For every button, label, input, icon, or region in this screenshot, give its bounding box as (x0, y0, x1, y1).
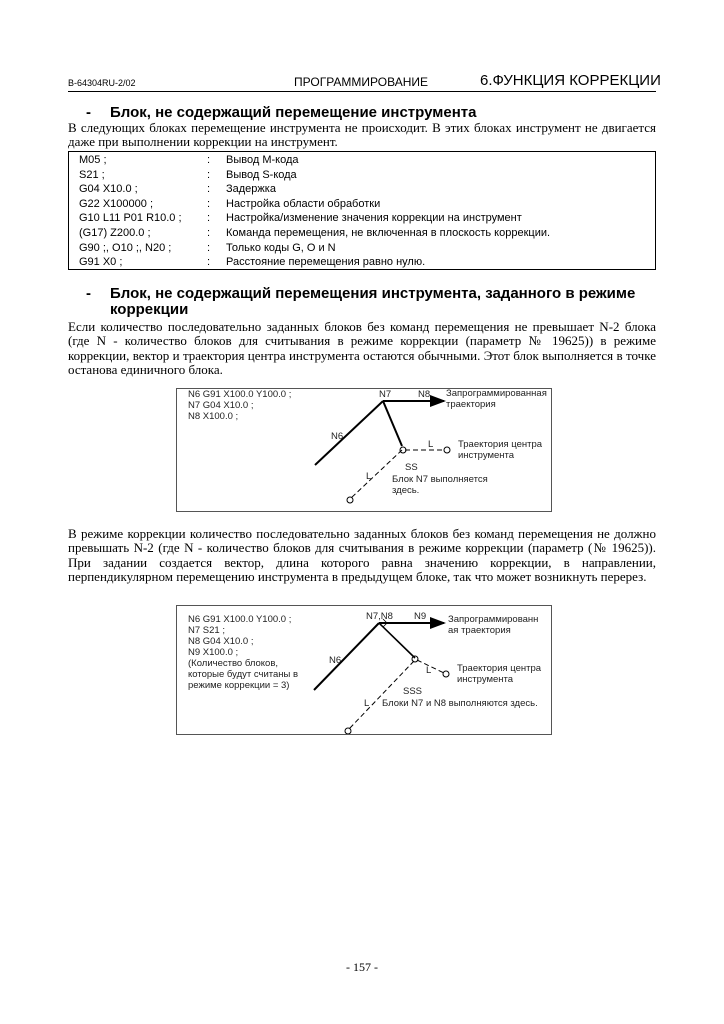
point-marker (444, 447, 450, 453)
figure-2 (176, 605, 552, 735)
description-cell: Только коды G, O и N (226, 241, 336, 254)
code-cell: (G17) Z200.0 ; (79, 227, 151, 239)
diagram-label: Запрограммированная (446, 389, 547, 399)
description-cell: Настройка/изменение значения коррекции на инструмент (226, 212, 522, 225)
code-cell: G10 L11 P01 R10.0 ; (79, 212, 182, 225)
separator: : (207, 212, 211, 225)
diagram-label: N6 G91 X100.0 Y100.0 ; (188, 614, 292, 625)
separator: : (207, 227, 211, 239)
table-row (69, 211, 655, 226)
doc-code: B-64304RU-2/02 (68, 78, 136, 88)
diagram-label: Траектория центра (458, 439, 543, 450)
program-line: N6 G91 X100.0 Y100.0 ; (188, 389, 292, 400)
code-cell: G04 X10.0 ; (79, 183, 138, 196)
diagram-label: ая траектория (448, 625, 511, 636)
diagram-label: Блоки N7 и N8 выполняются здесь. (382, 698, 538, 709)
diagram-label: траектория (446, 399, 496, 410)
section-heading: Блок, не содержащий перемещения инструмента, заданного в режиме (110, 285, 636, 302)
paragraph: В следующих блоках перемещение инструмента не происходит. В этих блоках инструмент не двигается даже при выполнении коррекции на инструмент. (68, 120, 656, 150)
code-cell: G91 X0 ; (79, 256, 123, 269)
diagram-label: инструмента (457, 674, 514, 685)
table-row (69, 226, 655, 241)
diagram-label: которые будут считаны в (188, 669, 299, 680)
diagram-label: Траектория центра (457, 663, 542, 674)
diagram-label: N6 (329, 655, 342, 666)
diagram-line (314, 623, 379, 690)
path-n7 (383, 401, 402, 446)
description-cell: Задержка (226, 183, 276, 196)
paragraph: Если количество последовательно заданных блоков без команд перемещения не превышает N-2 блока (где N - количество блоков для считывания в режиме коррекции (параметр № 19625)) в режиме коррекции, вектор и траектория центра инструмента остаются обычными. Этот блок выполняется в точке останова единичного блока. (68, 319, 656, 377)
code-cell: M05 ; (79, 154, 107, 166)
section-name: ПРОГРАММИРОВАНИЕ (294, 75, 428, 89)
separator: : (207, 241, 211, 254)
description-cell: Вывод S-кода (226, 168, 297, 181)
diagram-label: инструмента (458, 450, 515, 461)
code-cell: S21 ; (79, 168, 105, 181)
table-row (69, 182, 655, 197)
separator: : (207, 168, 211, 181)
diagram-label: L (428, 439, 434, 450)
diagram-label: L (366, 471, 372, 482)
diagram-label: Запрограммированн (448, 614, 539, 625)
diagram-label: N8 G04 X10.0 ; (188, 636, 254, 647)
point-marker (443, 671, 449, 677)
bullet: - (86, 104, 91, 121)
diagram-label: N9 X100.0 ; (188, 647, 239, 658)
point-marker (345, 728, 351, 734)
diagram-line (379, 623, 415, 658)
description-cell: Настройка области обработки (226, 197, 381, 210)
description-cell: Расстояние перемещения равно нулю. (226, 256, 426, 269)
chapter-title: 6.ФУНКЦИЯ КОРРЕКЦИИ (480, 72, 661, 89)
path-n6 (315, 401, 383, 465)
diagram-label: (Количество блоков, (188, 658, 278, 669)
program-line: N8 X100.0 ; (188, 411, 239, 422)
diagram-label: L (364, 698, 370, 709)
bullet: - (86, 285, 91, 302)
separator: : (207, 183, 211, 196)
program-line: N7 G04 X10.0 ; (188, 400, 254, 411)
diagram-label: здесь. (392, 485, 420, 496)
description-cell: Вывод M-кода (226, 154, 299, 166)
code-cell: G90 ;, O10 ;, N20 ; (79, 241, 172, 254)
section-heading-cont: коррекции (110, 301, 189, 318)
diagram-label: N9 (414, 611, 427, 622)
code-cell: G22 X100000 ; (79, 197, 154, 210)
point-marker (347, 497, 353, 503)
diagram-label: N7 (379, 389, 392, 400)
separator: : (207, 197, 211, 210)
diagram-label: L (426, 665, 432, 676)
description-cell: Команда перемещения, не включенная в плоскость коррекции. (226, 227, 551, 239)
code-table (68, 151, 656, 270)
diagram-label: Блок N7 выполняется (392, 474, 488, 485)
tool-path-diagram-1 (177, 389, 551, 511)
table-row (69, 197, 655, 212)
diagram-label: SS (405, 462, 418, 473)
diagram-label: режиме коррекции = 3) (188, 680, 290, 691)
header-rule (68, 91, 656, 92)
table-row (69, 255, 655, 270)
section-heading: Блок, не содержащий перемещение инструмента (110, 104, 477, 121)
separator: : (207, 154, 211, 166)
figure-1 (176, 388, 552, 512)
diagram-label: N7,N8 (366, 611, 393, 622)
separator: : (207, 256, 211, 269)
paragraph: В режиме коррекции количество последовательно заданных блоков без команд перемещения не должно превышать N-2 (где N - количество блоков для считывания в режиме коррекции (параметр (№ 19625)). При задании создается вектор, длина которого равна значению коррекции, в направлении, перпендикулярном перемещению инструмента в предыдущем блоке, так что может возникнуть перерез. (68, 526, 656, 584)
diagram-label: N7 S21 ; (188, 625, 225, 636)
table-row (69, 153, 655, 168)
diagram-label: N6 (331, 431, 344, 442)
diagram-label: SSS (403, 686, 423, 697)
page-number: - 157 - (346, 960, 378, 974)
table-row (69, 241, 655, 256)
tool-path-diagram-2 (177, 606, 551, 734)
diagram-label: N8 (418, 389, 431, 400)
table-row (69, 168, 655, 183)
